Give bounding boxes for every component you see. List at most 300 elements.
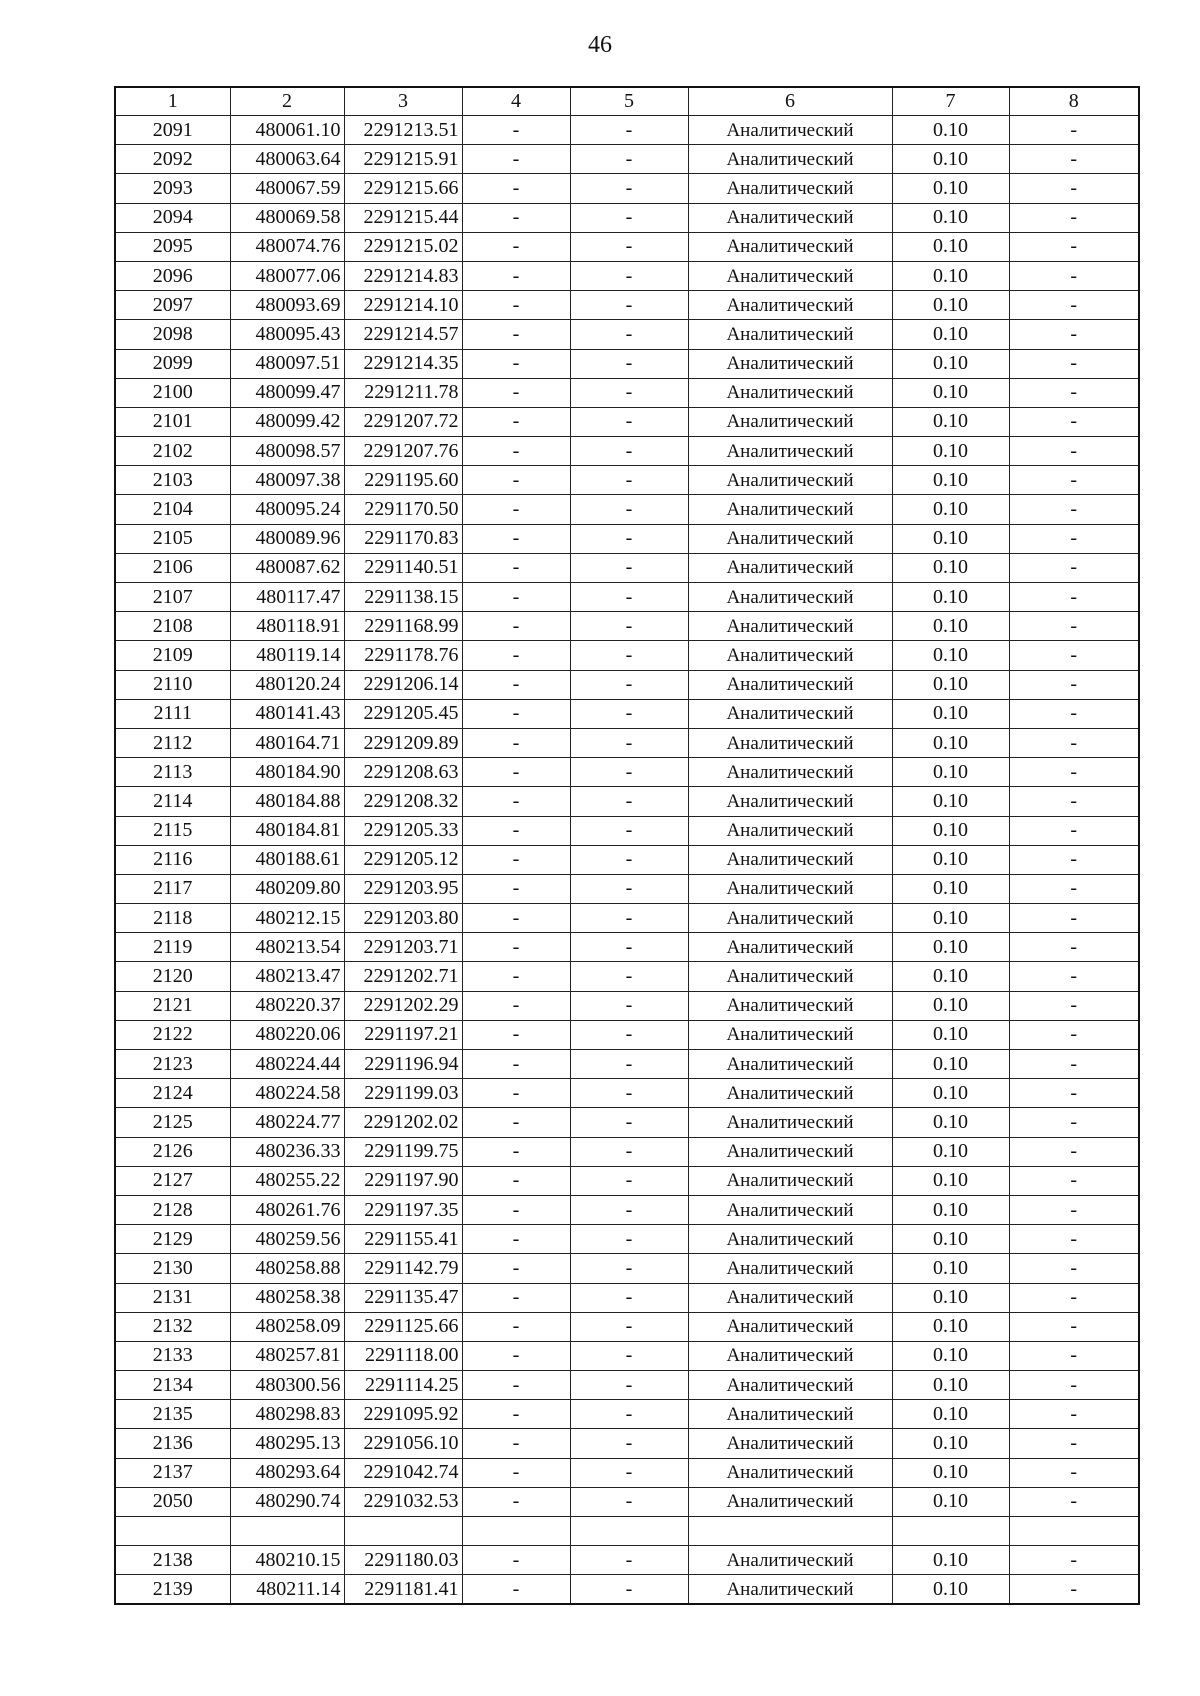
table-row: [115, 641, 1139, 670]
col-5-cell: -: [570, 1195, 688, 1224]
coord-x-cell: 480087.62: [230, 553, 344, 582]
coord-y-cell: 2291199.03: [344, 1079, 462, 1108]
col-5-cell: -: [570, 787, 688, 816]
col-8-cell: -: [1009, 553, 1139, 582]
point-number-cell: 2124: [115, 1079, 230, 1108]
column-header: 2: [230, 87, 344, 116]
col-8-cell: -: [1009, 670, 1139, 699]
coord-x-cell: 480099.42: [230, 407, 344, 436]
coord-y-cell: 2291197.90: [344, 1166, 462, 1195]
point-number-cell: 2127: [115, 1166, 230, 1195]
method-cell: Аналитический: [688, 1458, 892, 1487]
col-5-cell: -: [570, 1400, 688, 1429]
col-5-cell: -: [570, 437, 688, 466]
col-4-cell: -: [462, 699, 570, 728]
col-8-cell: -: [1009, 1079, 1139, 1108]
point-number-cell: 2108: [115, 612, 230, 641]
coord-y-cell: 2291042.74: [344, 1458, 462, 1487]
accuracy-cell: 0.10: [892, 203, 1009, 232]
method-cell: Аналитический: [688, 1341, 892, 1370]
col-8-cell: -: [1009, 291, 1139, 320]
coord-y-cell: 2291202.02: [344, 1108, 462, 1137]
col-5-cell: -: [570, 349, 688, 378]
method-cell: Аналитический: [688, 1108, 892, 1137]
coord-x-cell: 480097.51: [230, 349, 344, 378]
col-4-cell: -: [462, 904, 570, 933]
col-4-cell: -: [462, 1108, 570, 1137]
accuracy-cell: 0.10: [892, 1225, 1009, 1254]
col-8-cell: -: [1009, 816, 1139, 845]
accuracy-cell: 0.10: [892, 612, 1009, 641]
method-cell: Аналитический: [688, 641, 892, 670]
method-cell: Аналитический: [688, 933, 892, 962]
coord-x-cell: 480300.56: [230, 1371, 344, 1400]
col-4-cell: -: [462, 758, 570, 787]
table-row: [115, 787, 1139, 816]
accuracy-cell: 0.10: [892, 1050, 1009, 1079]
table-row: [115, 612, 1139, 641]
coord-y-cell: 2291155.41: [344, 1225, 462, 1254]
col-4-cell: -: [462, 1020, 570, 1049]
col-8-cell: -: [1009, 495, 1139, 524]
coord-y-cell: 2291095.92: [344, 1400, 462, 1429]
col-5-cell: -: [570, 991, 688, 1020]
coord-x-cell: 480220.06: [230, 1020, 344, 1049]
col-4-cell: -: [462, 407, 570, 436]
col-4-cell: [462, 1517, 570, 1546]
point-number-cell: 2105: [115, 524, 230, 553]
coord-y-cell: 2291170.83: [344, 524, 462, 553]
point-number-cell: 2093: [115, 174, 230, 203]
accuracy-cell: 0.10: [892, 641, 1009, 670]
coord-x-cell: 480184.88: [230, 787, 344, 816]
point-number-cell: 2138: [115, 1546, 230, 1575]
coord-y-cell: 2291209.89: [344, 728, 462, 757]
accuracy-cell: 0.10: [892, 699, 1009, 728]
point-number-cell: 2133: [115, 1341, 230, 1370]
table-row: [115, 1108, 1139, 1137]
coord-x-cell: 480257.81: [230, 1341, 344, 1370]
table-row: [115, 553, 1139, 582]
table-row: [115, 1079, 1139, 1108]
col-8-cell: -: [1009, 641, 1139, 670]
col-4-cell: -: [462, 349, 570, 378]
col-5-cell: -: [570, 524, 688, 553]
method-cell: Аналитический: [688, 320, 892, 349]
accuracy-cell: 0.10: [892, 1166, 1009, 1195]
method-cell: Аналитический: [688, 466, 892, 495]
col-5-cell: -: [570, 670, 688, 699]
table-row: [115, 1487, 1139, 1516]
col-4-cell: -: [462, 203, 570, 232]
point-number-cell: 2098: [115, 320, 230, 349]
accuracy-cell: 0.10: [892, 845, 1009, 874]
coord-y-cell: 2291181.41: [344, 1575, 462, 1604]
table-row: [115, 1254, 1139, 1283]
accuracy-cell: 0.10: [892, 232, 1009, 261]
table-row: [115, 1050, 1139, 1079]
table-row: [115, 437, 1139, 466]
coord-x-cell: 480261.76: [230, 1195, 344, 1224]
method-cell: [688, 1517, 892, 1546]
point-number-cell: 2136: [115, 1429, 230, 1458]
method-cell: Аналитический: [688, 553, 892, 582]
table-row: [115, 1312, 1139, 1341]
col-4-cell: -: [462, 437, 570, 466]
method-cell: Аналитический: [688, 1020, 892, 1049]
col-4-cell: -: [462, 1079, 570, 1108]
col-8-cell: -: [1009, 1050, 1139, 1079]
col-4-cell: -: [462, 1283, 570, 1312]
table-row: [115, 349, 1139, 378]
method-cell: Аналитический: [688, 845, 892, 874]
column-header: 3: [344, 87, 462, 116]
coord-x-cell: 480184.90: [230, 758, 344, 787]
col-8-cell: -: [1009, 524, 1139, 553]
method-cell: Аналитический: [688, 1312, 892, 1341]
col-5-cell: -: [570, 261, 688, 290]
coord-x-cell: 480067.59: [230, 174, 344, 203]
col-4-cell: -: [462, 1575, 570, 1604]
point-number-cell: 2094: [115, 203, 230, 232]
coord-y-cell: [344, 1517, 462, 1546]
coord-y-cell: 2291215.66: [344, 174, 462, 203]
col-8-cell: -: [1009, 116, 1139, 145]
table-row: [115, 1166, 1139, 1195]
col-8-cell: -: [1009, 1341, 1139, 1370]
col-8-cell: -: [1009, 758, 1139, 787]
column-header: 8: [1009, 87, 1139, 116]
accuracy-cell: 0.10: [892, 407, 1009, 436]
col-4-cell: -: [462, 1546, 570, 1575]
accuracy-cell: 0.10: [892, 145, 1009, 174]
point-number-cell: 2101: [115, 407, 230, 436]
col-4-cell: -: [462, 1429, 570, 1458]
col-5-cell: -: [570, 1254, 688, 1283]
point-number-cell: 2131: [115, 1283, 230, 1312]
method-cell: Аналитический: [688, 728, 892, 757]
coord-x-cell: 480099.47: [230, 378, 344, 407]
col-4-cell: -: [462, 1487, 570, 1516]
point-number-cell: 2050: [115, 1487, 230, 1516]
point-number-cell: 2102: [115, 437, 230, 466]
coord-x-cell: 480290.74: [230, 1487, 344, 1516]
method-cell: Аналитический: [688, 1079, 892, 1108]
col-8-cell: -: [1009, 1225, 1139, 1254]
point-number-cell: 2132: [115, 1312, 230, 1341]
table-row: [115, 1400, 1139, 1429]
col-5-cell: -: [570, 407, 688, 436]
col-5-cell: -: [570, 904, 688, 933]
col-8-cell: -: [1009, 728, 1139, 757]
col-4-cell: -: [462, 1458, 570, 1487]
point-number-cell: 2119: [115, 933, 230, 962]
method-cell: Аналитический: [688, 816, 892, 845]
col-5-cell: -: [570, 495, 688, 524]
col-5-cell: -: [570, 1371, 688, 1400]
col-4-cell: -: [462, 466, 570, 495]
accuracy-cell: 0.10: [892, 874, 1009, 903]
method-cell: Аналитический: [688, 407, 892, 436]
accuracy-cell: 0.10: [892, 437, 1009, 466]
method-cell: Аналитический: [688, 1429, 892, 1458]
method-cell: Аналитический: [688, 904, 892, 933]
coord-y-cell: 2291032.53: [344, 1487, 462, 1516]
coord-y-cell: 2291214.10: [344, 291, 462, 320]
coord-x-cell: 480120.24: [230, 670, 344, 699]
coord-y-cell: 2291135.47: [344, 1283, 462, 1312]
method-cell: Аналитический: [688, 1137, 892, 1166]
col-5-cell: -: [570, 145, 688, 174]
coord-y-cell: 2291199.75: [344, 1137, 462, 1166]
point-number-cell: 2109: [115, 641, 230, 670]
coord-y-cell: 2291197.35: [344, 1195, 462, 1224]
col-5-cell: -: [570, 378, 688, 407]
accuracy-cell: 0.10: [892, 728, 1009, 757]
col-5-cell: -: [570, 1079, 688, 1108]
table-row: [115, 524, 1139, 553]
coord-x-cell: 480118.91: [230, 612, 344, 641]
method-cell: Аналитический: [688, 699, 892, 728]
point-number-cell: 2125: [115, 1108, 230, 1137]
col-5-cell: -: [570, 1429, 688, 1458]
coord-x-cell: 480093.69: [230, 291, 344, 320]
point-number-cell: 2111: [115, 699, 230, 728]
column-header: 1: [115, 87, 230, 116]
point-number-cell: 2117: [115, 874, 230, 903]
coord-y-cell: 2291215.02: [344, 232, 462, 261]
coord-x-cell: 480210.15: [230, 1546, 344, 1575]
col-5-cell: -: [570, 320, 688, 349]
method-cell: Аналитический: [688, 758, 892, 787]
accuracy-cell: 0.10: [892, 758, 1009, 787]
point-number-cell: 2134: [115, 1371, 230, 1400]
col-5-cell: -: [570, 1487, 688, 1516]
coord-x-cell: 480095.43: [230, 320, 344, 349]
col-5-cell: -: [570, 845, 688, 874]
col-8-cell: -: [1009, 378, 1139, 407]
coord-x-cell: 480097.38: [230, 466, 344, 495]
col-8-cell: -: [1009, 1020, 1139, 1049]
coord-x-cell: 480164.71: [230, 728, 344, 757]
method-cell: Аналитический: [688, 1195, 892, 1224]
coord-x-cell: 480188.61: [230, 845, 344, 874]
col-8-cell: -: [1009, 933, 1139, 962]
coord-x-cell: 480255.22: [230, 1166, 344, 1195]
col-5-cell: -: [570, 699, 688, 728]
point-number-cell: 2116: [115, 845, 230, 874]
coord-y-cell: 2291203.71: [344, 933, 462, 962]
accuracy-cell: 0.10: [892, 1020, 1009, 1049]
col-4-cell: -: [462, 174, 570, 203]
coord-y-cell: 2291142.79: [344, 1254, 462, 1283]
col-5-cell: [570, 1517, 688, 1546]
col-4-cell: -: [462, 116, 570, 145]
coord-x-cell: 480220.37: [230, 991, 344, 1020]
col-5-cell: -: [570, 641, 688, 670]
table-row: [115, 1283, 1139, 1312]
col-5-cell: -: [570, 1020, 688, 1049]
col-4-cell: -: [462, 378, 570, 407]
col-4-cell: -: [462, 1166, 570, 1195]
point-number-cell: 2115: [115, 816, 230, 845]
table-row: [115, 874, 1139, 903]
coord-y-cell: 2291205.45: [344, 699, 462, 728]
method-cell: Аналитический: [688, 174, 892, 203]
col-5-cell: -: [570, 1050, 688, 1079]
table-row: [115, 174, 1139, 203]
col-8-cell: -: [1009, 320, 1139, 349]
coord-x-cell: 480117.47: [230, 583, 344, 612]
coord-y-cell: 2291125.66: [344, 1312, 462, 1341]
point-number-cell: 2114: [115, 787, 230, 816]
point-number-cell: 2092: [115, 145, 230, 174]
method-cell: Аналитический: [688, 232, 892, 261]
accuracy-cell: 0.10: [892, 1079, 1009, 1108]
accuracy-cell: 0.10: [892, 1400, 1009, 1429]
table-row: [115, 261, 1139, 290]
col-5-cell: -: [570, 1312, 688, 1341]
accuracy-cell: 0.10: [892, 349, 1009, 378]
table-row: [115, 699, 1139, 728]
accuracy-cell: 0.10: [892, 378, 1009, 407]
coord-x-cell: 480089.96: [230, 524, 344, 553]
col-5-cell: -: [570, 1108, 688, 1137]
col-4-cell: -: [462, 845, 570, 874]
col-5-cell: -: [570, 962, 688, 991]
col-4-cell: -: [462, 1254, 570, 1283]
coord-x-cell: 480224.77: [230, 1108, 344, 1137]
col-8-cell: -: [1009, 1254, 1139, 1283]
col-4-cell: -: [462, 1312, 570, 1341]
method-cell: Аналитический: [688, 524, 892, 553]
col-4-cell: -: [462, 641, 570, 670]
coord-x-cell: 480298.83: [230, 1400, 344, 1429]
col-8-cell: -: [1009, 1400, 1139, 1429]
table-row: [115, 991, 1139, 1020]
col-4-cell: -: [462, 1400, 570, 1429]
method-cell: Аналитический: [688, 1575, 892, 1604]
col-8-cell: -: [1009, 962, 1139, 991]
point-number-cell: 2130: [115, 1254, 230, 1283]
column-header: 7: [892, 87, 1009, 116]
coord-x-cell: 480119.14: [230, 641, 344, 670]
col-5-cell: -: [570, 874, 688, 903]
point-number-cell: 2091: [115, 116, 230, 145]
coord-x-cell: 480212.15: [230, 904, 344, 933]
accuracy-cell: 0.10: [892, 1283, 1009, 1312]
col-4-cell: -: [462, 962, 570, 991]
col-8-cell: -: [1009, 1312, 1139, 1341]
accuracy-cell: 0.10: [892, 291, 1009, 320]
coord-x-cell: 480077.06: [230, 261, 344, 290]
col-5-cell: -: [570, 758, 688, 787]
col-8-cell: -: [1009, 261, 1139, 290]
coord-x-cell: 480224.44: [230, 1050, 344, 1079]
col-8-cell: -: [1009, 1195, 1139, 1224]
coord-y-cell: 2291140.51: [344, 553, 462, 582]
accuracy-cell: 0.10: [892, 787, 1009, 816]
accuracy-cell: 0.10: [892, 1195, 1009, 1224]
point-number-cell: 2128: [115, 1195, 230, 1224]
coord-x-cell: 480209.80: [230, 874, 344, 903]
table-row: [115, 291, 1139, 320]
point-number-cell: 2106: [115, 553, 230, 582]
table-row: [115, 1371, 1139, 1400]
method-cell: Аналитический: [688, 787, 892, 816]
col-8-cell: -: [1009, 407, 1139, 436]
col-8-cell: -: [1009, 1108, 1139, 1137]
point-number-cell: 2120: [115, 962, 230, 991]
point-number-cell: 2107: [115, 583, 230, 612]
col-8-cell: -: [1009, 1371, 1139, 1400]
coord-y-cell: 2291202.71: [344, 962, 462, 991]
table-row: [115, 232, 1139, 261]
coord-y-cell: 2291180.03: [344, 1546, 462, 1575]
table-row: [115, 203, 1139, 232]
col-4-cell: -: [462, 553, 570, 582]
coord-x-cell: 480069.58: [230, 203, 344, 232]
coord-x-cell: 480224.58: [230, 1079, 344, 1108]
accuracy-cell: 0.10: [892, 174, 1009, 203]
table-row: [115, 1225, 1139, 1254]
col-5-cell: -: [570, 1283, 688, 1312]
table-row: [115, 933, 1139, 962]
col-8-cell: -: [1009, 583, 1139, 612]
coord-x-cell: 480095.24: [230, 495, 344, 524]
coord-x-cell: 480213.47: [230, 962, 344, 991]
accuracy-cell: 0.10: [892, 1254, 1009, 1283]
table-row: [115, 1458, 1139, 1487]
method-cell: Аналитический: [688, 1546, 892, 1575]
accuracy-cell: 0.10: [892, 1108, 1009, 1137]
table-row: [115, 1517, 1139, 1546]
accuracy-cell: 0.10: [892, 1341, 1009, 1370]
table-row: [115, 1020, 1139, 1049]
coord-y-cell: 2291203.95: [344, 874, 462, 903]
table-row: [115, 816, 1139, 845]
point-number-cell: 2137: [115, 1458, 230, 1487]
table-row: [115, 466, 1139, 495]
accuracy-cell: 0.10: [892, 466, 1009, 495]
coord-y-cell: 2291207.72: [344, 407, 462, 436]
col-5-cell: -: [570, 291, 688, 320]
coord-y-cell: 2291214.35: [344, 349, 462, 378]
col-5-cell: -: [570, 583, 688, 612]
method-cell: Аналитический: [688, 1487, 892, 1516]
col-8-cell: [1009, 1517, 1139, 1546]
col-5-cell: -: [570, 116, 688, 145]
coord-y-cell: 2291208.63: [344, 758, 462, 787]
point-number-cell: 2112: [115, 728, 230, 757]
col-8-cell: -: [1009, 874, 1139, 903]
coord-y-cell: 2291215.91: [344, 145, 462, 174]
point-number-cell: 2139: [115, 1575, 230, 1604]
col-5-cell: -: [570, 1458, 688, 1487]
col-4-cell: -: [462, 320, 570, 349]
accuracy-cell: 0.10: [892, 553, 1009, 582]
col-8-cell: -: [1009, 349, 1139, 378]
col-8-cell: -: [1009, 145, 1139, 174]
col-8-cell: -: [1009, 699, 1139, 728]
accuracy-cell: 0.10: [892, 1137, 1009, 1166]
method-cell: Аналитический: [688, 378, 892, 407]
coord-y-cell: 2291202.29: [344, 991, 462, 1020]
table-row: [115, 407, 1139, 436]
col-5-cell: -: [570, 1225, 688, 1254]
coord-y-cell: 2291205.33: [344, 816, 462, 845]
coord-y-cell: 2291178.76: [344, 641, 462, 670]
